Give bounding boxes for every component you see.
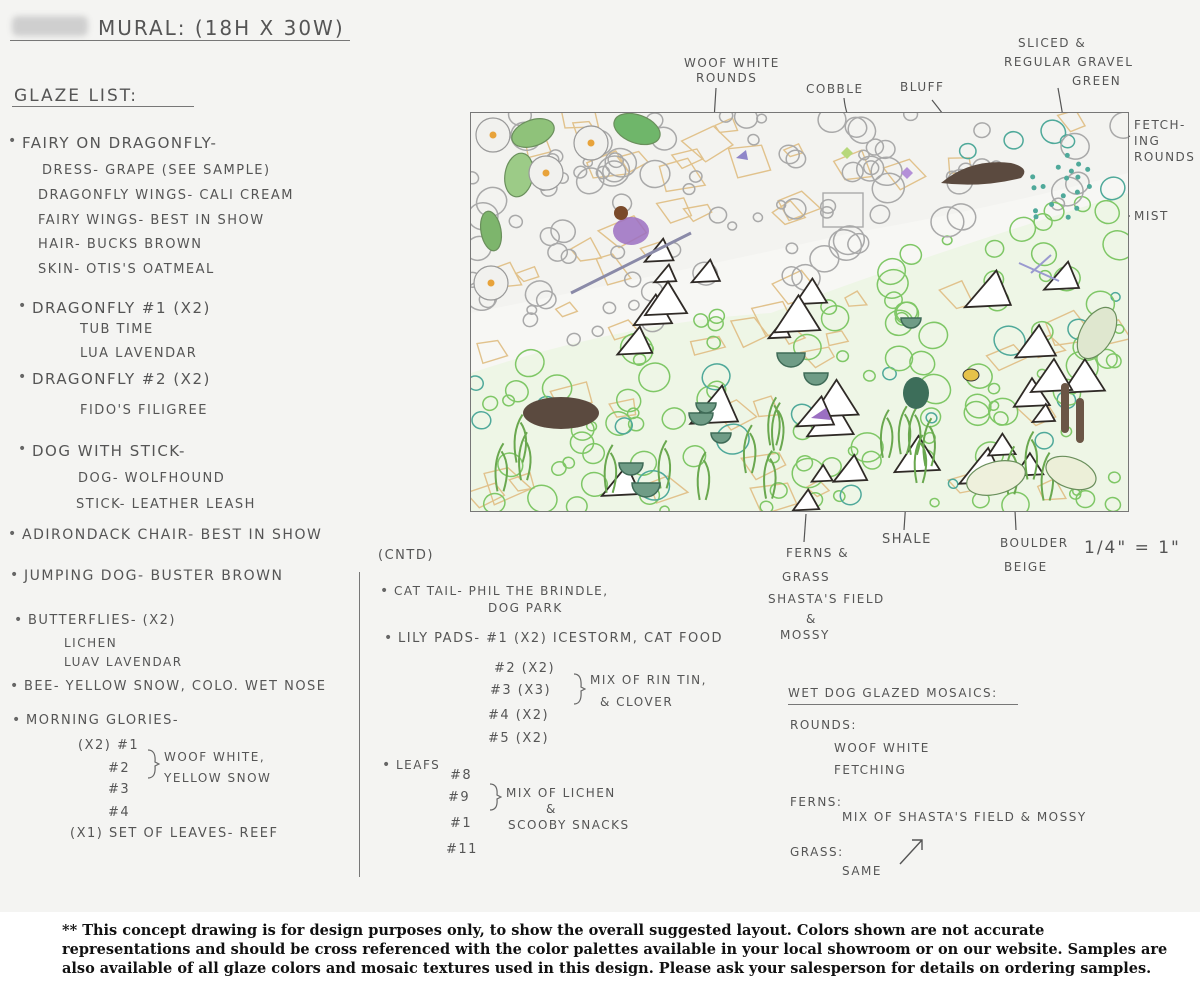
leafs-n9: #9 (448, 790, 471, 805)
lily-label: • LILY PADS- #1 (X2) ICESTORM, CAT FOOD (398, 631, 723, 646)
dragonfly2-label: • DRAGONFLY #2 (X2) (32, 370, 211, 388)
mosaics-rounds-a: WOOF WHITE (834, 741, 930, 755)
mosaics-underline (788, 704, 1018, 705)
mosaics-heading: WET DOG GLAZED MOSAICS: (788, 686, 998, 700)
leafs-mix2: SCOOBY SNACKS (508, 818, 630, 832)
annot-green: GREEN (1072, 74, 1122, 88)
mural-svg (471, 113, 1128, 511)
mosaics-ferns-value: MIX OF SHASTA'S FIELD & MOSSY (842, 810, 1087, 824)
chair-glaze: • ADIRONDACK CHAIR- BEST IN SHOW (22, 527, 322, 543)
mist-dot (1087, 184, 1092, 189)
leafs-n8: #8 (450, 768, 473, 783)
annot-rounds: ROUNDS (696, 71, 758, 85)
mist-dot (1056, 165, 1061, 170)
morning-glories-label: • MORNING GLORIES- (26, 713, 179, 728)
disclaimer-text: ** This concept drawing is for design purposes only, to show the overall suggested layout. Colors shown are not accurate representations and should be cross referenced with the color palettes available in your local showroom or on our website. Samples are also available of all glaze colors and mosaic textures used in this design. Please ask your salesperson for details on ordering samples. (62, 922, 1168, 977)
mist-dot (1049, 202, 1054, 207)
mist-dot (1066, 215, 1071, 220)
leafs-bracket (488, 782, 502, 812)
mosaic-round (521, 310, 540, 329)
annot-fetch3: ROUNDS (1134, 150, 1196, 164)
mist-dot (1085, 167, 1090, 172)
fairy-skin: SKIN- OTIS'S OATMEAL (38, 262, 215, 277)
annot-regular-gravel: REGULAR GRAVEL (1004, 55, 1134, 69)
page-title: MURAL: (18H X 30W) (98, 16, 345, 40)
mosaics-arrow (896, 834, 928, 868)
cattail-icon (1076, 398, 1084, 443)
mosaics-ferns-label: FERNS: (790, 795, 843, 809)
mist-dot (1069, 169, 1074, 174)
mg-mix: WOOF WHITE, (164, 750, 266, 764)
cattail-icon (1061, 383, 1069, 433)
mg-n1: (X2) #1 (78, 738, 140, 753)
cntd-heading: (CNTD) (378, 548, 434, 563)
mosaic-round (602, 301, 616, 314)
annot-amp: & (806, 612, 817, 626)
leafs-n1: #1 (450, 816, 473, 831)
flower-center (543, 170, 550, 177)
lily-n5: #5 (X2) (488, 731, 550, 746)
dragonfly2-a: FIDO'S FILIGREE (80, 403, 208, 418)
mg-leaves: (X1) SET OF LEAVES- REEF (70, 826, 279, 841)
lily-n4: #4 (X2) (488, 708, 550, 723)
mist-dot (1075, 175, 1080, 180)
mist-dot (1034, 214, 1039, 219)
mist-dot (1061, 193, 1066, 198)
mg-n3: #3 (108, 782, 131, 797)
disclaimer-footer (0, 912, 1200, 1005)
mist-dot (1065, 153, 1070, 158)
annot-fetch1: FETCH- (1134, 118, 1186, 132)
mist-dot (1041, 184, 1046, 189)
scale-label: 1/4" = 1" (1084, 538, 1181, 558)
mg-n2: #2 (108, 761, 131, 776)
mural-drawing (470, 112, 1129, 512)
mosaics-grass-label: GRASS: (790, 845, 844, 859)
mosaic-round (810, 246, 839, 272)
mosaics-rounds-label: ROUNDS: (790, 718, 857, 732)
annot-mist: MIST (1134, 209, 1169, 223)
mosaic-round (627, 299, 640, 312)
leafs-amp: & (546, 802, 557, 816)
mist-dot (1076, 162, 1081, 167)
frog-icon (903, 377, 929, 409)
flower-center (488, 280, 495, 287)
dog-icon (523, 397, 599, 429)
mist-dot (1075, 190, 1080, 195)
fairy-label: • FAIRY ON DRAGONFLY- (22, 134, 217, 152)
leafs-label: • LEAFS (396, 758, 440, 772)
arrow-ferns (804, 514, 806, 542)
shale-stone (645, 282, 687, 316)
bee-icon (963, 369, 979, 381)
mg-n4: #4 (108, 805, 131, 820)
lily-mix2: & CLOVER (600, 695, 674, 709)
lily-bracket (572, 672, 586, 706)
mosaics-rounds-b: FETCHING (834, 763, 907, 777)
mosaics-grass-value: SAME (842, 864, 882, 878)
annot-boulder: BOULDER (1000, 536, 1069, 550)
fairy-hair (614, 206, 628, 220)
annot-shale: SHALE (882, 532, 932, 547)
lily-n3: #3 (X3) (490, 683, 552, 698)
dragonfly1-label: • DRAGONFLY #1 (X2) (32, 299, 211, 317)
annot-beige: BEIGE (1004, 560, 1048, 574)
leafs-mix: MIX OF LICHEN (506, 786, 616, 800)
mosaic-round (591, 326, 603, 338)
cattail-glaze: • CAT TAIL- PHIL THE BRINDLE, (394, 584, 609, 598)
annot-woof-white: WOOF WHITE (684, 56, 780, 70)
annot-sliced: SLICED & (1018, 36, 1087, 50)
mg-mix2: YELLOW SNOW (164, 771, 272, 785)
fairy-wings: FAIRY WINGS- BEST IN SHOW (38, 213, 265, 228)
lily-mix: MIX OF RIN TIN, (590, 673, 707, 687)
dog-stick-label: • DOG WITH STICK- (32, 442, 186, 460)
leafs-n11: #11 (446, 842, 478, 857)
butterflies-label: • BUTTERFLIES- (X2) (28, 613, 176, 628)
butterflies-a: LICHEN (64, 636, 118, 650)
lily-n2: #2 (X2) (494, 661, 556, 676)
mg-bracket (146, 748, 160, 780)
annot-mossy: MOSSY (780, 628, 830, 642)
gravel-shard (556, 302, 578, 316)
dragonfly1-b: LUA LAVENDAR (80, 346, 198, 361)
fairy-icon (613, 217, 649, 245)
flower-center (490, 132, 497, 139)
mosaic-round (845, 230, 872, 256)
mist-dot (1064, 176, 1069, 181)
bee-glaze: • BEE- YELLOW SNOW, COLO. WET NOSE (24, 679, 327, 694)
gravel-shard (477, 341, 508, 364)
annot-cobble: COBBLE (806, 82, 864, 96)
annot-bluff: BLUFF (900, 80, 945, 94)
mist-dot (1074, 206, 1079, 211)
dog-stick-stick: STICK- LEATHER LEASH (76, 497, 256, 512)
butterflies-b: LUAV LAVENDAR (64, 655, 183, 669)
mist-dot (1032, 185, 1037, 190)
annot-grass: GRASS (782, 570, 831, 584)
column-divider (359, 572, 360, 877)
dog-stick-dog: DOG- WOLFHOUND (78, 471, 226, 486)
fairy-dragonfly-wings: DRAGONFLY WINGS- CALI CREAM (38, 188, 294, 203)
annot-ferns: FERNS & (786, 546, 850, 560)
jumping-dog-glaze: • JUMPING DOG- BUSTER BROWN (24, 568, 283, 584)
dragonfly1-a: TUB TIME (80, 322, 154, 337)
annot-fetch2: ING (1134, 134, 1161, 148)
flower-center (588, 140, 595, 147)
mist-dot (1033, 208, 1038, 213)
mist-dot (1030, 174, 1035, 179)
annot-shastas-field: SHASTA'S FIELD (768, 592, 885, 606)
fairy-hair: HAIR- BUCKS BROWN (38, 237, 203, 252)
fairy-dress: DRESS- GRAPE (SEE SAMPLE) (42, 163, 271, 178)
cattail-glaze2: DOG PARK (488, 601, 563, 615)
glaze-list-heading: GLAZE LIST: (14, 86, 138, 106)
